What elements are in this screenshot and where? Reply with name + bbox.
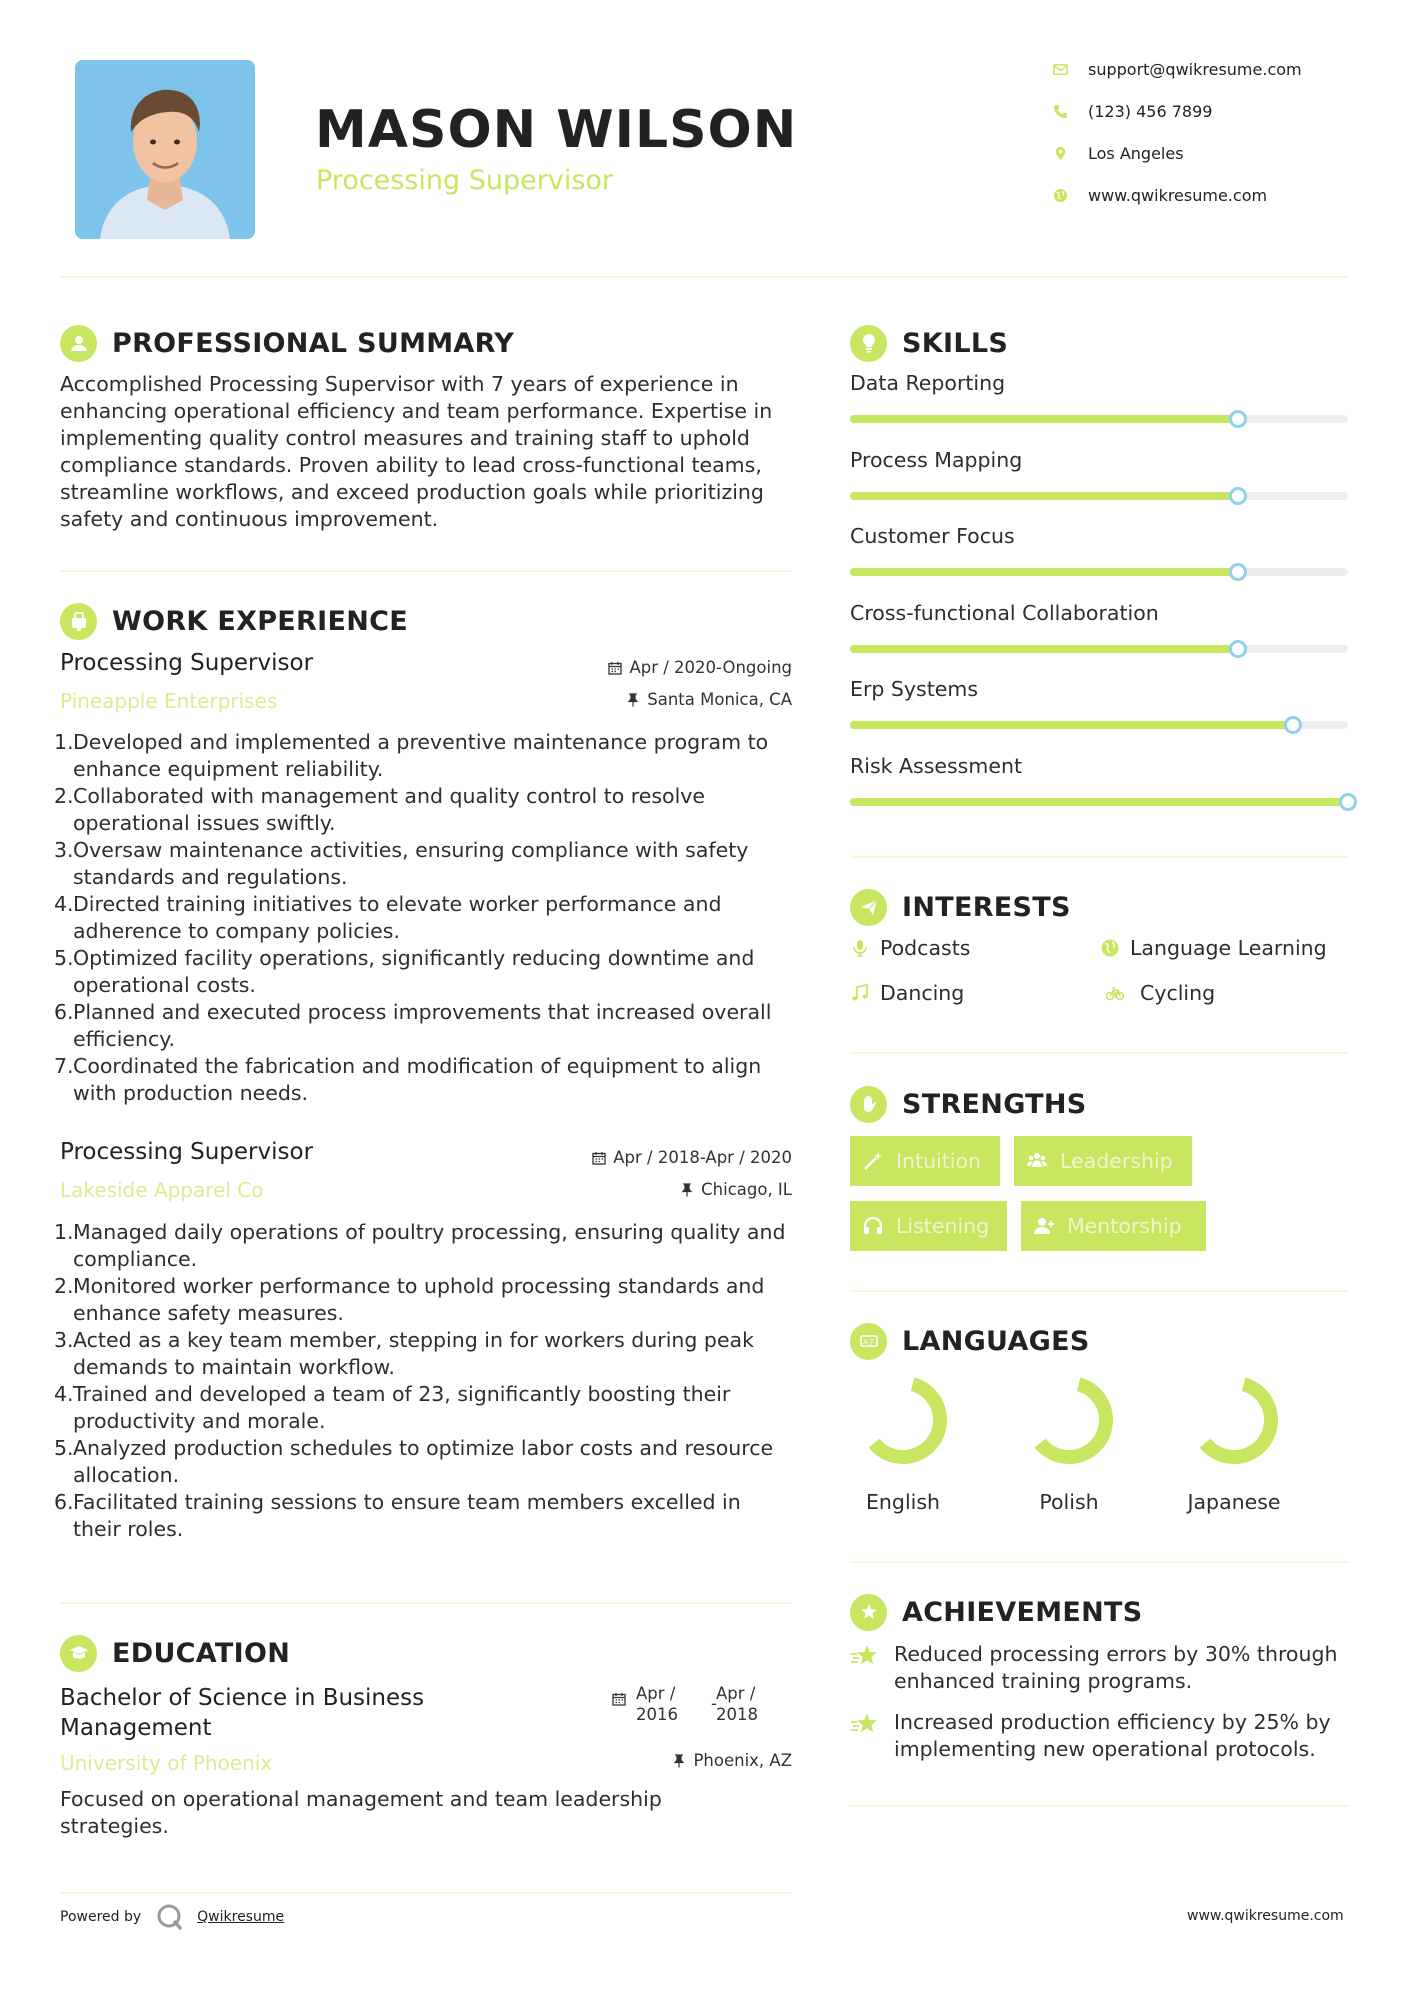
skill-bar-fill: [850, 721, 1293, 729]
qwikresume-logo-icon: [155, 1902, 185, 1932]
list-item: 1. Managed daily operations of poultry processing, ensuring quality and compliance.: [54, 1220, 786, 1271]
strength-mentorship: Mentorship: [1021, 1201, 1206, 1251]
skill-bar-fill: [850, 798, 1348, 806]
job-1-company: Pineapple Enterprises: [60, 689, 278, 713]
skill-bar-knob: [1229, 640, 1247, 658]
skill-name: Process Mapping: [850, 447, 1023, 472]
list-item: 2. Monitored worker performance to uphold processing standards and enhance safety measures.: [54, 1274, 765, 1325]
list-item: 6. Planned and executed process improvements that increased overall efficiency.: [54, 1000, 772, 1051]
microphone-icon: [850, 938, 870, 958]
languages-divider: [850, 1561, 1348, 1563]
strength-listening: Listening: [850, 1201, 1007, 1251]
contact-website[interactable]: [1053, 184, 1353, 206]
strength-leadership: Leadership: [1014, 1136, 1192, 1186]
interest-label: Cycling: [1140, 981, 1216, 1005]
list-item: 3. Oversaw maintenance activities, ensuring compliance with safety standards and regulations.: [54, 838, 749, 889]
contact-email-text: support@qwikresume.com: [1088, 59, 1302, 79]
education-date-end: Apr / 2018: [716, 1684, 758, 1724]
paper-plane-icon: [850, 889, 887, 926]
skill-bar-fill: [850, 568, 1238, 576]
achievement-item-2: Increased production efficiency by 25% by implementing new operational protocols.: [850, 1709, 1350, 1763]
skill-bar-fill: [850, 645, 1238, 653]
list-item: 7. Coordinated the fabrication and modification of equipment to align with production needs.: [54, 1054, 762, 1105]
languages-title: LANGUAGES: [902, 1325, 1090, 1357]
contact-location-text: Los Angeles: [1088, 143, 1184, 163]
graduation-icon: [60, 1635, 97, 1672]
language-name: English: [865, 1490, 941, 1514]
music-note-icon: [850, 983, 870, 1003]
user-circle-icon: [60, 325, 97, 362]
strengths-divider: [850, 1290, 1348, 1292]
strength-intuition: Intuition: [850, 1136, 1000, 1186]
job-1-date-text: Apr / 2020-Ongoing: [629, 658, 792, 677]
language-ring: [1019, 1370, 1119, 1470]
globe-icon: [1053, 188, 1068, 203]
list-item: 5. Analyzed production schedules to optimize labor costs and resource allocation.: [54, 1436, 774, 1487]
achievements-heading: [850, 1592, 1143, 1632]
language-ring-arc: [1189, 1375, 1280, 1466]
skill-bar-knob: [1229, 563, 1247, 581]
list-item: 5. Optimized facility operations, significantly reducing downtime and operational costs.: [54, 946, 755, 997]
job-1-location-text: Santa Monica, CA: [647, 690, 792, 709]
skill-bar: [850, 721, 1348, 729]
strengths-heading: [850, 1084, 1087, 1124]
skill-bar-knob: [1229, 487, 1247, 505]
education-location-text: Phoenix, AZ: [693, 1751, 792, 1770]
svg-text:A字: A字: [862, 1338, 875, 1347]
brand-link[interactable]: Qwikresume: [197, 1909, 285, 1925]
language-ring: [1184, 1370, 1284, 1470]
footer-powered-by: [60, 1902, 284, 1932]
interest-label: Language Learning: [1130, 936, 1327, 960]
job-2-duties: [54, 1219, 794, 1543]
interest-language-learning: [1100, 936, 1327, 960]
summary-title: PROFESSIONAL SUMMARY: [112, 327, 515, 359]
job-2-company: Lakeside Apparel Co: [60, 1178, 264, 1202]
language-ring-arc: [1024, 1375, 1115, 1466]
globe-icon: [1100, 938, 1120, 958]
skill-name: Risk Assessment: [850, 753, 1022, 778]
headphones-icon: [862, 1215, 884, 1237]
candidate-name: MASON WILSON: [315, 100, 798, 160]
footer-url[interactable]: www.qwikresume.com: [1187, 1908, 1344, 1924]
interest-dancing: [850, 981, 964, 1005]
phone-icon: [1053, 104, 1068, 119]
strengths-title: STRENGTHS: [902, 1088, 1087, 1120]
skill-bar: [850, 568, 1348, 576]
language-name: Polish: [1039, 1490, 1099, 1514]
job-2-location-text: Chicago, IL: [701, 1180, 792, 1199]
users-icon: [1026, 1150, 1048, 1172]
achievement-item-1: Reduced processing errors by 30% through enhanced training programs.: [850, 1641, 1350, 1695]
calendar-icon: [608, 661, 622, 675]
education-description: Focused on operational management and team leadership strategies.: [60, 1787, 662, 1838]
list-item: 6. Facilitated training sessions to ensure team members excelled in their roles.: [54, 1490, 741, 1541]
interest-podcasts: [850, 936, 970, 960]
contact-website-text: www.qwikresume.com: [1088, 185, 1268, 205]
skill-bar-fill: [850, 415, 1238, 423]
job-1-date: [500, 658, 792, 677]
skill-bar: [850, 645, 1348, 653]
contact-phone[interactable]: [1053, 100, 1353, 122]
list-item: 4. Trained and developed a team of 23, significantly boosting their productivity and morale.: [54, 1382, 731, 1433]
star-badge-icon: [850, 1594, 887, 1631]
experience-heading: [60, 601, 408, 641]
language-name: Japanese: [1187, 1490, 1281, 1514]
powered-by-label: Powered by: [60, 1909, 142, 1925]
skill-bar-knob: [1284, 716, 1302, 734]
contact-location: [1053, 142, 1353, 164]
job-1-duties: [54, 729, 794, 1107]
pushpin-icon: [626, 693, 640, 707]
magic-wand-icon: [862, 1150, 884, 1172]
experience-divider: [60, 1602, 792, 1604]
star-icon: [850, 1643, 882, 1671]
education-heading: [60, 1633, 290, 1673]
interest-cycling: [1100, 981, 1215, 1005]
list-item: 1. Developed and implemented a preventive maintenance program to enhance equipment reliability.: [54, 730, 769, 781]
contact-phone-text: (123) 456 7899: [1088, 101, 1213, 121]
skill-bar: [850, 798, 1348, 806]
summary-heading: [60, 323, 514, 363]
education-title: EDUCATION: [112, 1637, 291, 1669]
list-item: 4. Directed training initiatives to elevate worker performance and adherence to company policies.: [54, 892, 722, 943]
language-ring-arc: [858, 1375, 949, 1466]
bicycle-icon: [1100, 983, 1130, 1003]
skills-title: SKILLS: [902, 327, 1009, 359]
job-2-date-text: Apr / 2018-Apr / 2020: [613, 1148, 792, 1167]
email-icon: [1053, 62, 1068, 77]
interest-label: Podcasts: [880, 936, 971, 960]
education-location: [500, 1751, 792, 1770]
candidate-title: Processing Supervisor: [316, 165, 614, 196]
summary-divider: [60, 570, 792, 572]
skill-name: Customer Focus: [850, 524, 1015, 548]
interest-label: Dancing: [880, 981, 965, 1005]
language-ring: [853, 1370, 953, 1470]
education-date-start: Apr / 2016: [636, 1684, 678, 1724]
education-school: University of Phoenix: [60, 1751, 273, 1775]
skill-bar-knob: [1339, 793, 1357, 811]
skill-bar-fill: [850, 492, 1238, 500]
job-2-location: [500, 1180, 792, 1199]
location-pin-icon: [1053, 146, 1068, 161]
list-item: 3. Acted as a key team member, stepping in for workers during peak demands to maintain workflow.: [54, 1328, 754, 1379]
education-degree: Bachelor of Science in Business Management: [60, 1685, 425, 1741]
contact-email[interactable]: [1053, 58, 1353, 80]
interests-title: INTERESTS: [902, 891, 1071, 923]
pushpin-icon: [680, 1183, 694, 1197]
skill-name: Erp Systems: [850, 677, 979, 701]
hand-icon: [850, 1086, 887, 1123]
education-divider: [60, 1892, 792, 1894]
pushpin-icon: [672, 1754, 686, 1768]
calendar-icon: [612, 1691, 626, 1705]
skill-name: Cross-functional Collaboration: [850, 600, 1159, 625]
language-icon: [850, 1323, 887, 1360]
list-item: 2. Collaborated with management and quality control to resolve operational issues swiftly.: [54, 784, 706, 835]
languages-heading: [850, 1321, 1090, 1361]
calendar-icon: [592, 1151, 606, 1165]
job-1-location: [500, 690, 792, 709]
skill-bar: [850, 415, 1348, 423]
skills-heading: [850, 323, 1008, 363]
interests-divider: [850, 1052, 1348, 1054]
skill-bar: [850, 492, 1348, 500]
experience-title: WORK EXPERIENCE: [112, 605, 408, 637]
job-2-title: Processing Supervisor: [60, 1139, 314, 1165]
lightbulb-icon: [850, 325, 887, 362]
summary-text: Accomplished Processing Supervisor with 7 years of experience in enhancing operational efficiency and team performance. Expertise in implementing quality control measures and training staff to uphold compliance standards. Proven ability to lead cross-functional teams, streamline workflows, and exceed production goals while prioritizing safety and continuous improvement.: [60, 372, 773, 531]
achievements-divider: [850, 1805, 1348, 1807]
achievements-title: ACHIEVEMENTS: [902, 1596, 1143, 1628]
skills-divider: [850, 856, 1348, 858]
job-1-title: Processing Supervisor: [60, 650, 314, 676]
job-2-date: [500, 1148, 792, 1167]
user-plus-icon: [1033, 1215, 1055, 1237]
skill-bar-knob: [1229, 410, 1247, 428]
interests-heading: [850, 887, 1071, 927]
star-icon: [850, 1711, 882, 1739]
profile-photo: [75, 60, 255, 239]
skill-name: Data Reporting: [850, 371, 1006, 395]
education-date-separator: -: [711, 1694, 717, 1713]
briefcase-icon: [60, 603, 97, 640]
header-divider: [60, 276, 1348, 278]
